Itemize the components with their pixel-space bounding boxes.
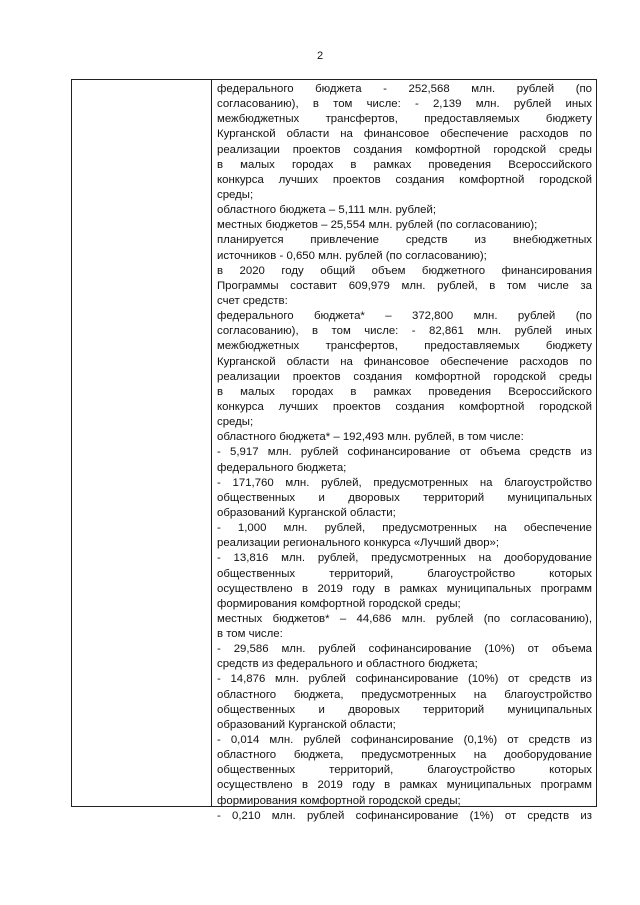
text-line: согласованию), в том числе: - 82,861 млн. рублей иных <box>217 325 592 338</box>
text-line: Курганской области на финансовое обеспечение расходов по <box>217 128 592 141</box>
text-line: осуществлено в 2019 году в рамках муниципальных программ <box>217 779 592 792</box>
text-line: реализации проектов создания комфортной городской среды <box>217 370 592 383</box>
text-line: - 29,586 млн. рублей софинансирование (10%) от объема <box>217 643 592 656</box>
column-divider <box>211 80 212 806</box>
text-line: образований Курганской области; <box>217 506 396 519</box>
text-line: среды; <box>217 188 254 201</box>
text-line: - 1,000 млн. рублей, предусмотренных на обеспечение <box>217 522 592 535</box>
text-line: областного бюджета, предусмотренных на благоустройство <box>217 688 592 701</box>
text-line: планируется привлечение средств из внебюджетных <box>217 234 592 247</box>
text-line: - 5,917 млн. рублей софинансирование от объема средств из <box>217 446 592 459</box>
text-line: конкурса лучших проектов создания комфортной городской <box>217 173 592 186</box>
table-left-cell <box>72 80 211 806</box>
text-line: - 171,760 млн. рублей, предусмотренных на благоустройство <box>217 476 592 489</box>
text-line: формирования комфортной городской среды; <box>217 597 461 610</box>
text-line: средств из федерального и областного бюджета; <box>217 658 478 671</box>
text-line: в малых городах в рамках проведения Всероссийского <box>217 158 592 171</box>
text-line: общественных и дворовых территорий муниципальных <box>217 491 592 504</box>
text-line: в том числе: <box>217 628 283 641</box>
text-line: местных бюджетов* – 44,686 млн. рублей (по согласованию), <box>217 612 592 625</box>
text-line: - 0,210 млн. рублей софинансирование (1%) от средств из <box>217 809 592 822</box>
text-line: Курганской области на финансовое обеспечение расходов по <box>217 355 592 368</box>
text-line: - 13,816 млн. рублей, предусмотренных на дооборудование <box>217 552 592 565</box>
table-right-cell <box>217 82 592 824</box>
document-table <box>71 79 597 822</box>
page-number: 2 <box>316 50 324 62</box>
text-line: согласованию), в том числе: - 2,139 млн. рублей иных <box>217 98 592 111</box>
text-line: областного бюджета, предусмотренных на дооборудование <box>217 749 592 762</box>
text-line: формирования комфортной городской среды; <box>217 794 461 807</box>
text-line: областного бюджета – 5,111 млн. рублей; <box>217 204 437 217</box>
text-line: реализации проектов создания комфортной городской среды <box>217 143 592 156</box>
text-line: федерального бюджета* – 372,800 млн. рублей (по <box>217 310 592 323</box>
text-line: общественных территорий, благоустройство которых <box>217 764 592 777</box>
text-line: федерального бюджета; <box>217 461 347 474</box>
text-line: образований Курганской области; <box>217 718 396 731</box>
text-line: федерального бюджета - 252,568 млн. рублей (по <box>217 83 592 95</box>
text-line: общественных и дворовых территорий муниципальных <box>217 703 592 716</box>
text-line: осуществлено в 2019 году в рамках муниципальных программ <box>217 582 592 595</box>
text-line: конкурса лучших проектов создания комфортной городской <box>217 400 592 413</box>
text-line: счет средств: <box>217 294 288 307</box>
text-line: Программы составит 609,979 млн. рублей, в том числе за <box>217 279 592 292</box>
text-line: в 2020 году общий объем бюджетного финансирования <box>217 264 592 277</box>
text-line: - 14,876 млн. рублей софинансирование (10%) от средств из <box>217 673 592 686</box>
text-line: местных бюджетов – 25,554 млн. рублей (по согласованию); <box>217 219 538 232</box>
text-line: реализации регионального конкурса «Лучший двор»; <box>217 537 500 550</box>
text-line: межбюджетных трансфертов, предоставляемых бюджету <box>217 113 592 126</box>
text-line: областного бюджета* – 192,493 млн. рублей, в том числе: <box>217 431 524 444</box>
text-line: среды; <box>217 416 254 429</box>
text-line: общественных территорий, благоустройство которых <box>217 567 592 580</box>
text-line: источников - 0,650 млн. рублей (по согласованию); <box>217 249 487 262</box>
text-line: в малых городах в рамках проведения Всероссийского <box>217 385 592 398</box>
text-line: межбюджетных трансфертов, предоставляемых бюджету <box>217 340 592 353</box>
text-line: - 0,014 млн. рублей софинансирование (0,1%) от средств из <box>217 734 592 747</box>
